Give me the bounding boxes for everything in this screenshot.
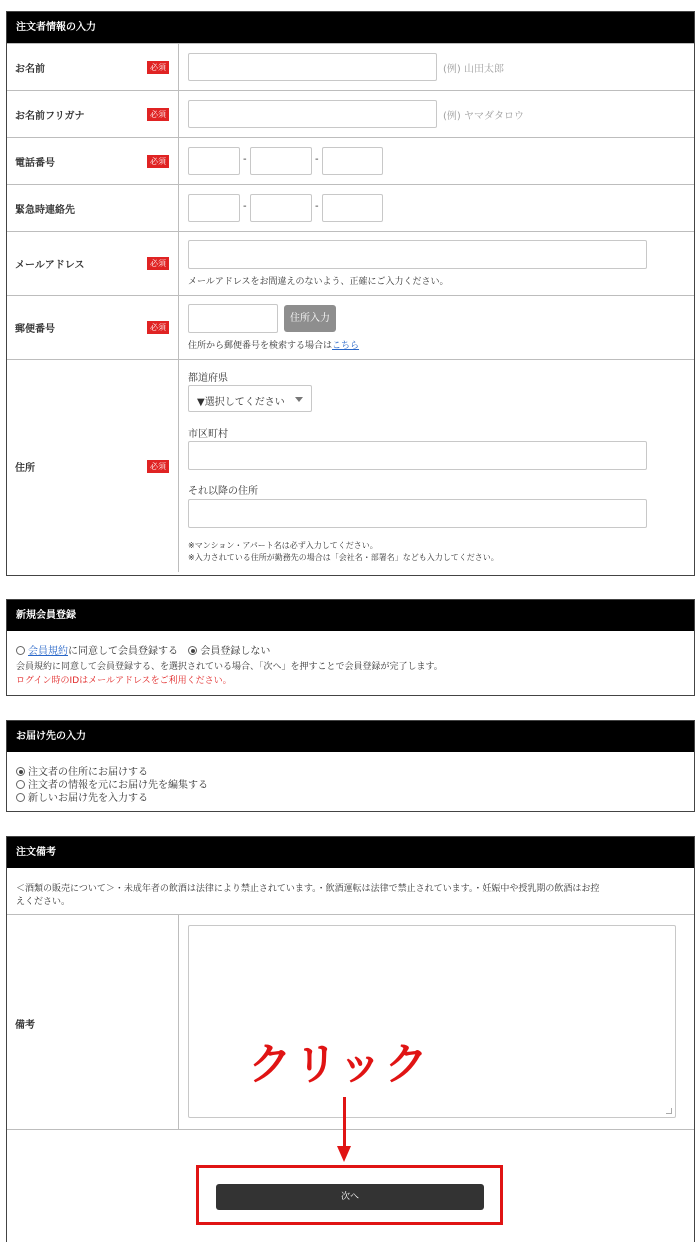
furigana-label-text: お名前フリガナ xyxy=(15,110,85,122)
required-badge: 必須 xyxy=(147,257,169,270)
remarks-notice-1: ＜酒類の販売について＞・未成年者の飲酒は法律により禁止されています。・飲酒運転は法律で禁止されています。・妊娠中や授乳期の飲酒はお控 xyxy=(16,884,600,894)
delivery-section xyxy=(6,720,695,812)
member-warning: ログイン時のIDはメールアドレスをご利用ください。 xyxy=(16,676,232,686)
phone-input-2[interactable] xyxy=(250,147,312,175)
required-badge: 必須 xyxy=(147,321,169,334)
prefecture-selected: ▼選択してください xyxy=(197,397,285,408)
required-badge: 必須 xyxy=(147,108,169,121)
address-lookup-button[interactable]: 住所入力 xyxy=(284,305,336,332)
chevron-down-icon xyxy=(295,397,303,402)
name-label xyxy=(7,44,179,90)
name-row xyxy=(7,43,694,90)
name-label-text: お名前 xyxy=(15,63,45,75)
member-no-register-text: 会員登録しない xyxy=(200,646,271,657)
delivery-radio-1[interactable] xyxy=(16,767,25,776)
member-options xyxy=(16,642,270,657)
phone-input-1[interactable] xyxy=(188,147,240,175)
required-badge: 必須 xyxy=(147,155,169,168)
arrow-head-icon xyxy=(337,1146,351,1162)
furigana-label xyxy=(7,91,179,137)
rest-address-input[interactable] xyxy=(188,499,647,528)
postal-row xyxy=(7,295,694,359)
member-info: 会員規約に同意して会員登録する、を選択されている場合、「次へ」を押すことで会員登録が完了します。 xyxy=(16,662,443,672)
emergency-input-1[interactable] xyxy=(188,194,240,222)
next-button[interactable]: 次へ xyxy=(216,1184,484,1210)
required-badge: 必須 xyxy=(147,61,169,74)
remarks-label-cell xyxy=(7,915,179,1129)
furigana-value xyxy=(179,91,694,137)
email-row xyxy=(7,231,694,295)
delivery-option-2-text: 注文者の情報を元にお届け先を編集する xyxy=(28,780,208,791)
address-label xyxy=(7,360,179,572)
postal-search-note xyxy=(188,338,359,351)
name-value xyxy=(179,44,694,90)
email-label-text: メールアドレス xyxy=(15,260,85,271)
email-label xyxy=(7,232,179,295)
emergency-sep-2: - xyxy=(315,201,319,212)
phone-input-3[interactable] xyxy=(322,147,383,175)
order-info-heading: 注文者情報の入力 xyxy=(7,12,694,43)
furigana-input[interactable] xyxy=(188,100,437,128)
postal-value xyxy=(179,296,694,359)
required-badge: 必須 xyxy=(147,460,169,473)
rest-address-label: それ以降の住所 xyxy=(188,486,258,497)
emergency-input-3[interactable] xyxy=(322,194,383,222)
member-terms-link[interactable]: 会員規約 xyxy=(28,646,68,657)
delivery-radio-3[interactable] xyxy=(16,793,25,802)
phone-label xyxy=(7,138,179,184)
order-info-section xyxy=(6,11,695,576)
furigana-example: (例) ヤマダタロウ xyxy=(443,111,524,122)
phone-value xyxy=(179,138,694,184)
email-input[interactable] xyxy=(188,240,647,269)
click-annotation-text: クリック xyxy=(248,1039,431,1090)
remarks-row xyxy=(7,914,694,1130)
emergency-value xyxy=(179,185,694,231)
city-label: 市区町村 xyxy=(188,429,228,440)
city-input[interactable] xyxy=(188,441,647,470)
member-register-text: に同意して会員登録する xyxy=(68,646,178,657)
postal-label-text: 郵便番号 xyxy=(15,324,55,335)
delivery-heading: お届け先の入力 xyxy=(7,721,694,752)
delivery-option-1-text: 注文者の住所にお届けする xyxy=(28,767,148,778)
email-value xyxy=(179,232,694,295)
arrow-down-icon xyxy=(343,1097,346,1149)
remarks-label: 備考 xyxy=(15,1020,35,1031)
address-row xyxy=(7,359,694,572)
postal-search-prefix: 住所から郵便番号を検索する場合は xyxy=(188,341,333,351)
postal-search-link[interactable]: こちら xyxy=(332,341,360,351)
resize-handle-icon[interactable] xyxy=(666,1108,672,1114)
postal-input[interactable] xyxy=(188,304,278,333)
postal-label xyxy=(7,296,179,359)
member-heading: 新規会員登録 xyxy=(7,600,694,631)
name-input[interactable] xyxy=(188,53,437,81)
phone-sep-1: - xyxy=(243,154,247,165)
address-note-1: ※マンション・アパート名は必ず入力してください。 xyxy=(188,541,378,550)
remarks-heading: 注文備考 xyxy=(7,837,694,868)
address-label-text: 住所 xyxy=(15,462,35,474)
emergency-row xyxy=(7,184,694,231)
member-section xyxy=(6,599,695,696)
email-note: メールアドレスをお間違えのないよう、正確にご入力ください。 xyxy=(188,277,449,287)
emergency-input-2[interactable] xyxy=(250,194,312,222)
delivery-option-3 xyxy=(16,789,148,804)
furigana-row xyxy=(7,90,694,137)
emergency-label xyxy=(7,185,179,231)
member-register-radio[interactable] xyxy=(16,646,25,655)
phone-label-text: 電話番号 xyxy=(15,157,55,169)
address-note-2: ※入力されている住所が勤務先の場合は「会社名・部署名」なども入力してください。 xyxy=(188,553,499,562)
emergency-sep-1: - xyxy=(243,201,247,212)
address-value xyxy=(179,360,694,572)
prefecture-select[interactable] xyxy=(188,385,312,412)
name-example: (例) 山田太郎 xyxy=(443,64,504,75)
emergency-label-text: 緊急時連絡先 xyxy=(15,204,75,216)
remarks-notice-2: えください。 xyxy=(16,897,71,907)
phone-row xyxy=(7,137,694,184)
delivery-radio-2[interactable] xyxy=(16,780,25,789)
member-no-register-radio[interactable] xyxy=(188,646,197,655)
phone-sep-2: - xyxy=(315,154,319,165)
prefecture-label: 都道府県 xyxy=(188,373,228,384)
delivery-option-3-text: 新しいお届け先を入力する xyxy=(28,793,148,804)
